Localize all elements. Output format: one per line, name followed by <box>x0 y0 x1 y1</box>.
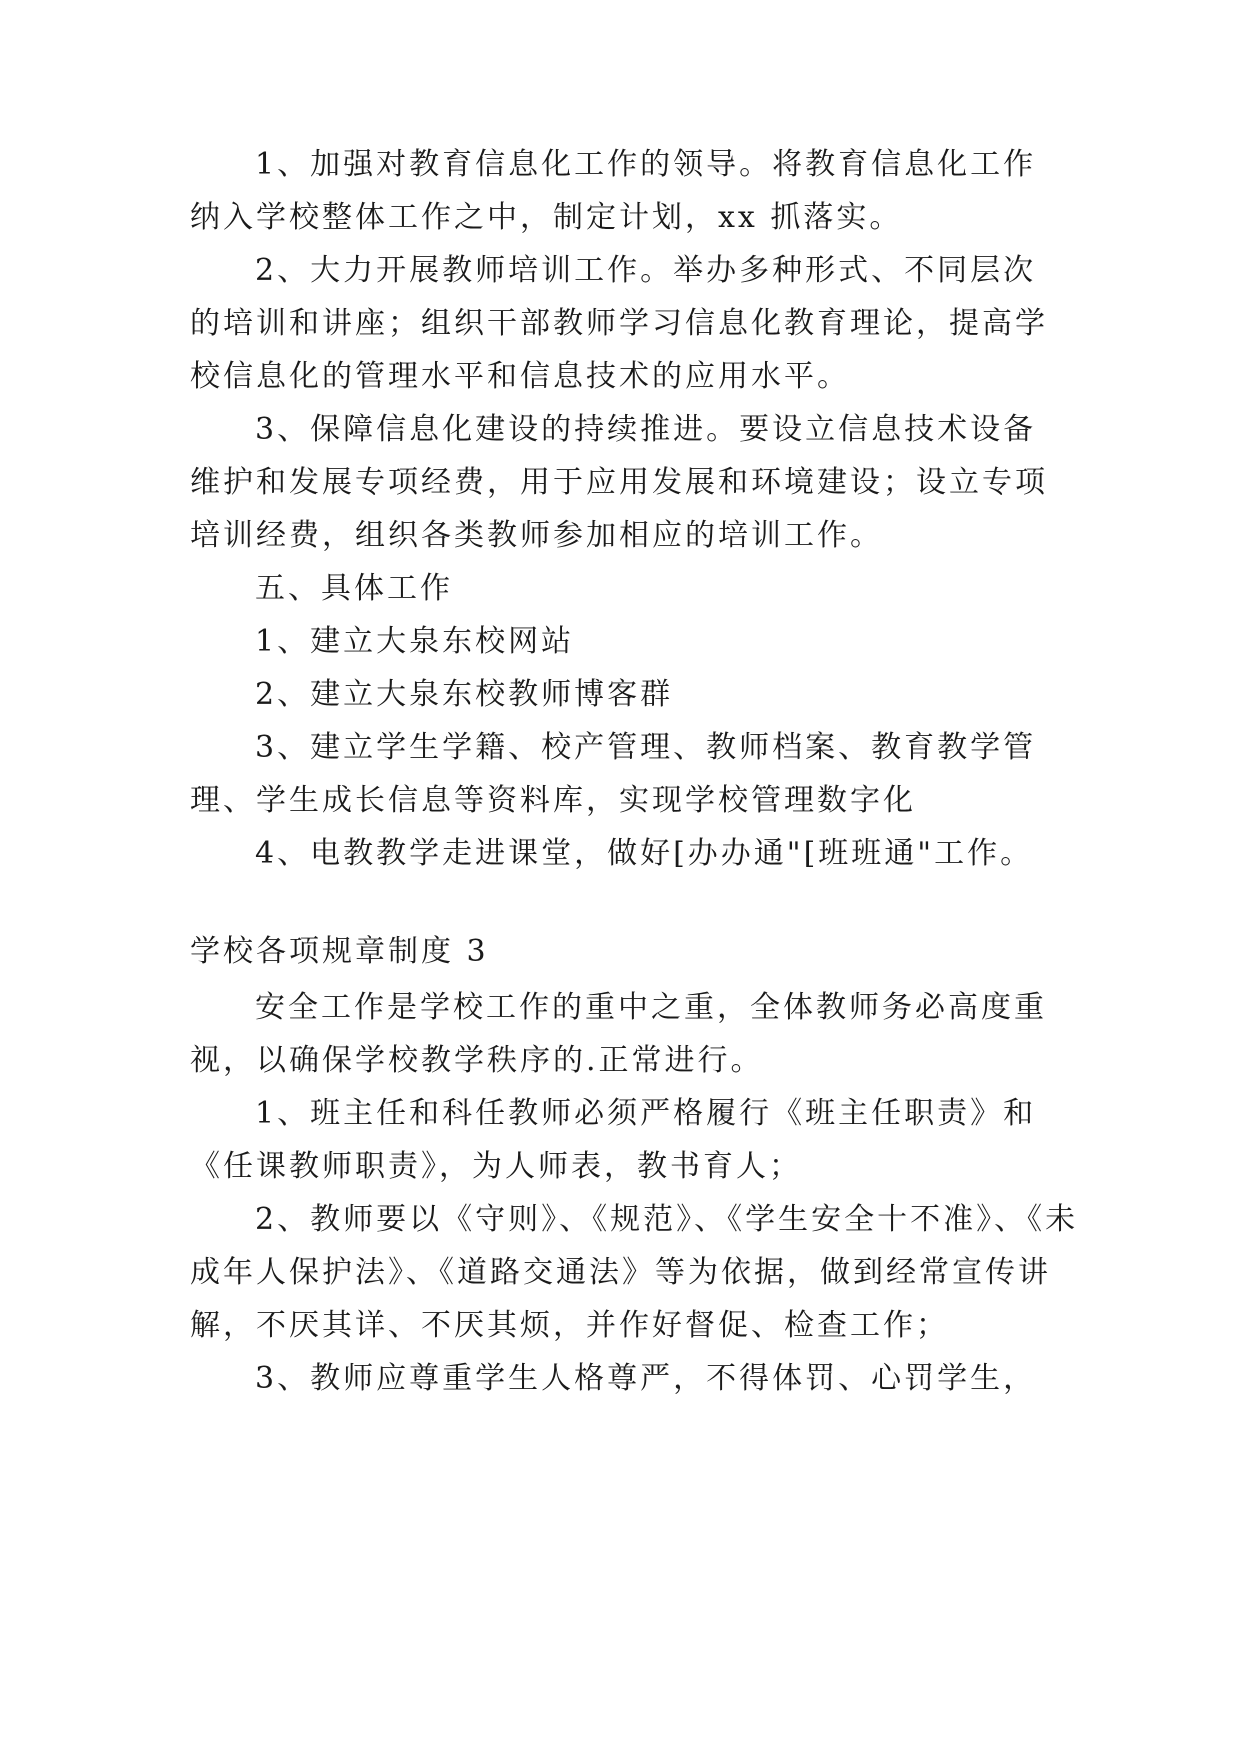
paragraph-2-line-1: 2、大力开展教师培训工作。举办多种形式、不同层次 <box>255 253 1037 288</box>
paragraph-1-line-2: 纳入学校整体工作之中，制定计划，xx 抓落实。 <box>190 200 903 235</box>
paragraph-3-line-2: 维护和发展专项经费，用于应用发展和环境建设；设立专项 <box>190 465 1048 500</box>
rule-1-line-2: 《任课教师职责》，为人师表，教书育人； <box>190 1149 802 1184</box>
rule-2-line-1: 2、教师要以《守则》、《规范》、《学生安全十不准》、《未 <box>255 1202 1079 1237</box>
work-item-4: 4、电教教学走进课堂，做好[办办通"[班班通"工作。 <box>255 836 1034 871</box>
section-title: 学校各项规章制度 3 <box>190 934 489 969</box>
paragraph-2-line-2: 的培训和讲座；组织干部教师学习信息化教育理论，提高学 <box>190 306 1048 341</box>
work-item-2: 2、建立大泉东校教师博客群 <box>255 677 674 712</box>
paragraph-3-line-1: 3、保障信息化建设的持续推进。要设立信息技术设备 <box>255 412 1037 447</box>
work-item-3-line-2: 理、学生成长信息等资料库，实现学校管理数字化 <box>190 783 916 818</box>
rule-1-line-1: 1、班主任和科任教师必须严格履行《班主任职责》和 <box>255 1096 1037 1131</box>
intro-line-1: 安全工作是学校工作的重中之重，全体教师务必高度重 <box>255 990 1047 1025</box>
paragraph-2-line-3: 校信息化的管理水平和信息技术的应用水平。 <box>190 359 850 394</box>
rule-2-line-3: 解，不厌其详、不厌其烦，并作好督促、检查工作； <box>190 1308 949 1343</box>
rule-2-line-2: 成年人保护法》、《道路交通法》等为依据，做到经常宣传讲 <box>190 1255 1051 1290</box>
intro-line-2: 视，以确保学校教学秩序的.正常进行。 <box>190 1043 764 1078</box>
paragraph-3-line-3: 培训经费，组织各类教师参加相应的培训工作。 <box>190 518 883 553</box>
rule-3-line-1: 3、教师应尊重学生人格尊严，不得体罚、心罚学生， <box>255 1361 1037 1396</box>
work-item-3-line-1: 3、建立学生学籍、校产管理、教师档案、教育教学管 <box>255 730 1037 765</box>
work-item-1: 1、建立大泉东校网站 <box>255 624 575 659</box>
paragraph-1-line-1: 1、加强对教育信息化工作的领导。将教育信息化工作 <box>255 147 1037 182</box>
section-heading-specific-work: 五、具体工作 <box>255 571 453 606</box>
